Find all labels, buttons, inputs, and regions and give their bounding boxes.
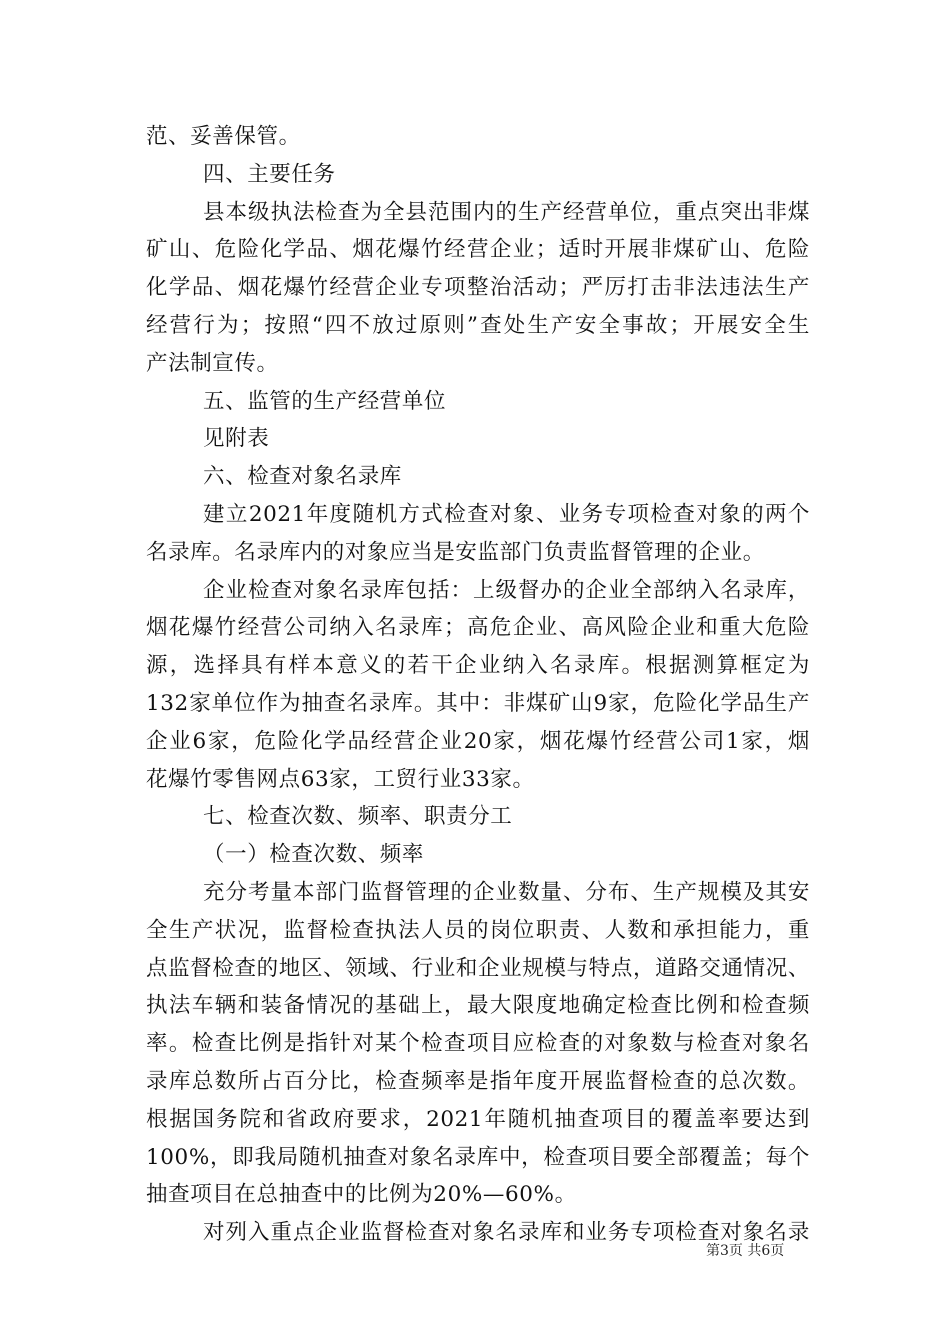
section-heading-main-tasks: 四、主要任务 — [203, 161, 336, 187]
text-line: 产法制宣传。 — [146, 350, 279, 376]
text-line: 化学品、烟花爆竹经营企业专项整治活动；严厉打击非法违法生产 — [146, 275, 810, 301]
text-line: 矿山、危险化学品、烟花爆竹经营企业；适时开展非煤矿山、危险 — [146, 237, 810, 263]
section-heading-supervised-units: 五、监管的生产经营单位 — [203, 388, 447, 414]
text-line: 率。检查比例是指针对某个检查项目应检查的对象数与检查对象名 — [146, 1031, 810, 1057]
text-line: 企业检查对象名录库包括：上级督办的企业全部纳入名录库， — [203, 577, 810, 603]
text-line: 烟花爆竹经营公司纳入名录库；高危企业、高风险企业和重大危险 — [146, 615, 810, 641]
text-line: 见附表 — [203, 426, 270, 452]
document-body — [146, 118, 810, 1252]
text-line: 经营行为；按照“四不放过原则”查处生产安全事故；开展安全生 — [146, 312, 810, 338]
text-line: 100%，即我局随机抽查对象名录库中，检查项目要全部覆盖；每个 — [146, 1144, 810, 1170]
text-line: 县本级执法检查为全县范围内的生产经营单位，重点突出非煤 — [203, 199, 810, 225]
text-line: 根据国务院和省政府要求，2021年随机抽查项目的覆盖率要达到 — [146, 1106, 810, 1132]
text-line: 录库总数所占百分比，检查频率是指年度开展监督检查的总次数。 — [146, 1068, 810, 1094]
text-line: 对列入重点企业监督检查对象名录库和业务专项检查对象名录 — [203, 1220, 810, 1246]
text-line: 名录库。名录库内的对象应当是安监部门负责监督管理的企业。 — [146, 539, 765, 565]
page-number-footer: 第3页 共6页 — [706, 1243, 785, 1259]
section-heading-inspection-directory: 六、检查对象名录库 — [203, 464, 402, 490]
text-line: 范、妥善保管。 — [146, 124, 301, 149]
text-line: 花爆竹零售网点63家，工贸行业33家。 — [146, 766, 535, 792]
text-line: 抽查项目在总抽查中的比例为20%—60%。 — [146, 1182, 577, 1208]
section-heading-inspection-frequency: 七、检查次数、频率、职责分工 — [203, 804, 513, 830]
text-line: 企业6家，危险化学品经营企业20家，烟花爆竹经营公司1家，烟 — [146, 728, 810, 754]
text-line: 全生产状况，监督检查执法人员的岗位职责、人数和承担能力，重 — [146, 917, 810, 943]
text-line: 点监督检查的地区、领域、行业和企业规模与特点，道路交通情况、 — [146, 955, 810, 981]
text-line: 源，选择具有样本意义的若干企业纳入名录库。根据测算框定为 — [146, 653, 810, 679]
text-line: 建立2021年度随机方式检查对象、业务专项检查对象的两个 — [203, 501, 810, 527]
text-line: 充分考量本部门监督管理的企业数量、分布、生产规模及其安 — [203, 879, 810, 905]
text-line: 132家单位作为抽查名录库。其中：非煤矿山9家，危险化学品生产 — [146, 690, 810, 716]
text-line: 执法车辆和装备情况的基础上，最大限度地确定检查比例和检查频 — [146, 993, 810, 1019]
subsection-heading: （一）检查次数、频率 — [203, 842, 425, 868]
